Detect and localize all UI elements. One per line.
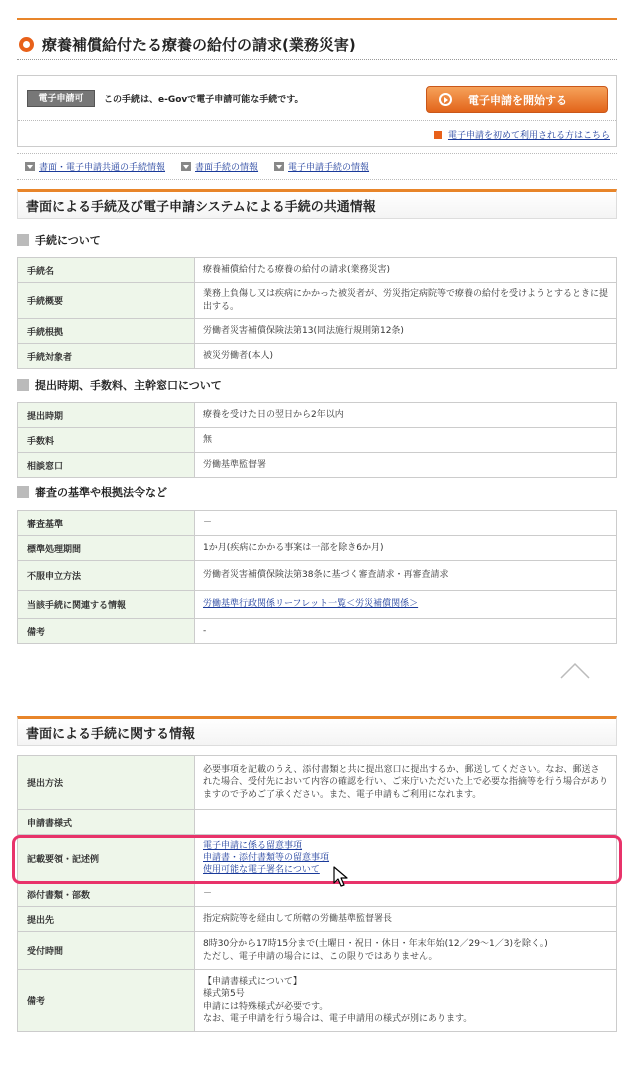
value-line: 8時30分から17時15分まで(土曜日・祝日・休日・年末年始(12／29～1／3)を除く。) [203,939,548,950]
table-row [18,511,617,536]
row-value [195,810,617,835]
row-key: 当該手続に関連する情報 [18,591,195,619]
row-key: 手続対象者 [18,344,195,369]
value-line: 様式第5号 [203,989,245,1000]
row-value: 療養を受けた日の翌日から2年以内 [195,403,617,428]
page-title-bar [17,30,617,60]
row-value [195,932,617,970]
section-title: 書面による手続に関する情報 [26,726,196,742]
row-value: 指定病院等を経由して所轄の労働基準監督署長 [195,907,617,932]
value-line: なお、電子申請を行う場合は、電子申請用の様式が別にあります。 [203,1013,473,1024]
row-key: 備考 [18,619,195,644]
row-value [195,591,617,619]
row-value: 労働基準監督署 [195,453,617,478]
arrow-down-icon [25,162,35,171]
square-bullet-icon [17,379,29,391]
row-value: － [195,882,617,907]
row-key: 手続根拠 [18,319,195,344]
row-key: 提出時期 [18,403,195,428]
row-value: 労働者災害補償保険法第13(同法施行規則第12条) [195,319,617,344]
paper-table [17,755,617,1032]
row-value: － [195,511,617,536]
e-application-box [17,75,617,147]
table-row [18,258,617,283]
related-info-link[interactable]: 労働基準行政関係リーフレット一覧＜労災補償関係＞ [203,599,419,610]
start-button-label: 電子申請を開始する [468,93,567,107]
row-key: 審査基準 [18,511,195,536]
guide-link-documents[interactable]: 申請書・添付書類等の留意事項 [203,852,330,863]
nav-link-common[interactable] [25,160,165,173]
row-value: 業務上負傷し又は疾病にかかった被災者が、労災指定病院等で療養の給付を受けようとするときに提出する。 [195,283,617,319]
row-value: 労働者災害補償保険法第38条に基づく審査請求・再審査請求 [195,561,617,591]
nav-link-label: 電子申請手続の情報 [288,163,370,173]
table-row [18,907,617,932]
row-key: 提出先 [18,907,195,932]
common-section-header [17,189,617,219]
table-row [18,319,617,344]
row-key: 相談窓口 [18,453,195,478]
value-line: 【申請書様式について】 [203,977,302,988]
table-row [18,882,617,907]
nav-link-label: 書面手続の情報 [195,163,259,173]
table-row [18,970,617,1032]
value-line: 申請には特殊様式が必要です。 [203,1001,329,1012]
highlight-box [12,835,622,884]
sub-heading-title: 手続について [35,234,101,247]
page-nav-links [17,153,617,180]
arrow-down-icon [274,162,284,171]
table-row [18,428,617,453]
table-row [18,561,617,591]
table-row [18,453,617,478]
table-row [18,619,617,644]
first-time-link[interactable] [434,128,610,141]
arrow-down-icon [181,162,191,171]
top-rule [17,18,617,20]
table-row [18,536,617,561]
row-value [195,970,617,1032]
table-row [18,403,617,428]
table-row [18,810,617,835]
row-value: - [195,619,617,644]
row-key: 手続名 [18,258,195,283]
row-value: 療養補償給付たる療養の給付の請求(業務災害) [195,258,617,283]
table-row [18,932,617,970]
section-title: 書面による手続及び電子申請システムによる手続の共通情報 [26,199,376,215]
play-circle-icon [439,93,452,106]
row-value: 無 [195,428,617,453]
row-value: 1か月(疾病にかかる事案は一部を除き6か月) [195,536,617,561]
row-key: 提出方法 [18,756,195,810]
procedure-table [17,257,617,369]
mouse-cursor-icon [333,866,349,888]
row-key: 備考 [18,970,195,1032]
row-key: 手続概要 [18,283,195,319]
sub-heading [17,482,617,502]
e-application-text: この手続は、e-Govで電子申請可能な手続です。 [104,95,304,105]
row-value: 必要事項を記載のうえ、添付書類と共に提出窓口に提出するか、郵送してください。なお、郵送された場合、受付先において内容の確認を行い、ご来庁いただいた上で必要な指摘等を行う場合がありますので予めご了承ください。また、電子申請もご利用になれます。 [195,756,617,810]
paper-section-header [17,716,617,746]
row-key: 手数料 [18,428,195,453]
sub-heading-title: 提出時期、手数料、主幹窓口について [35,379,222,392]
square-bullet-icon [17,234,29,246]
square-bullet-icon [17,486,29,498]
sub-heading-title: 審査の基準や根拠法令など [35,486,167,499]
row-value: 被災労働者(本人) [195,344,617,369]
value-line: ただし、電子申請の場合には、この限りではありません。 [203,951,438,962]
square-bullet-icon [434,131,442,139]
guide-link-signature[interactable]: 使用可能な電子署名について [203,865,320,876]
table-row [18,756,617,810]
start-e-application-button[interactable] [426,86,608,113]
page-title: 療養補償給付たる療養の給付の請求(業務災害) [42,36,356,54]
row-key: 添付書類・部数 [18,882,195,907]
first-time-link-label: 電子申請を初めて利用される方はこちら [447,131,610,141]
timing-table [17,402,617,478]
table-row [18,344,617,369]
row-key: 不服申立方法 [18,561,195,591]
nav-link-electronic[interactable] [274,160,369,173]
back-to-top-icon[interactable] [559,660,591,680]
e-application-row [18,76,616,121]
table-row [18,591,617,619]
circle-bullet-icon [19,37,34,52]
e-application-badge: 電子申請可 [27,90,95,107]
row-key: 受付時間 [18,932,195,970]
nav-link-paper[interactable] [181,160,258,173]
sub-heading [17,230,617,250]
sub-heading [17,375,617,395]
guide-link-electronic[interactable]: 電子申請に係る留意事項 [203,840,303,851]
table-row [18,283,617,319]
review-table [17,510,617,644]
row-key: 申請書様式 [18,810,195,835]
nav-link-label: 書面・電子申請共通の手続情報 [39,163,166,173]
row-key: 記載要領・記述例 [18,835,195,882]
row-key: 標準処理期間 [18,536,195,561]
